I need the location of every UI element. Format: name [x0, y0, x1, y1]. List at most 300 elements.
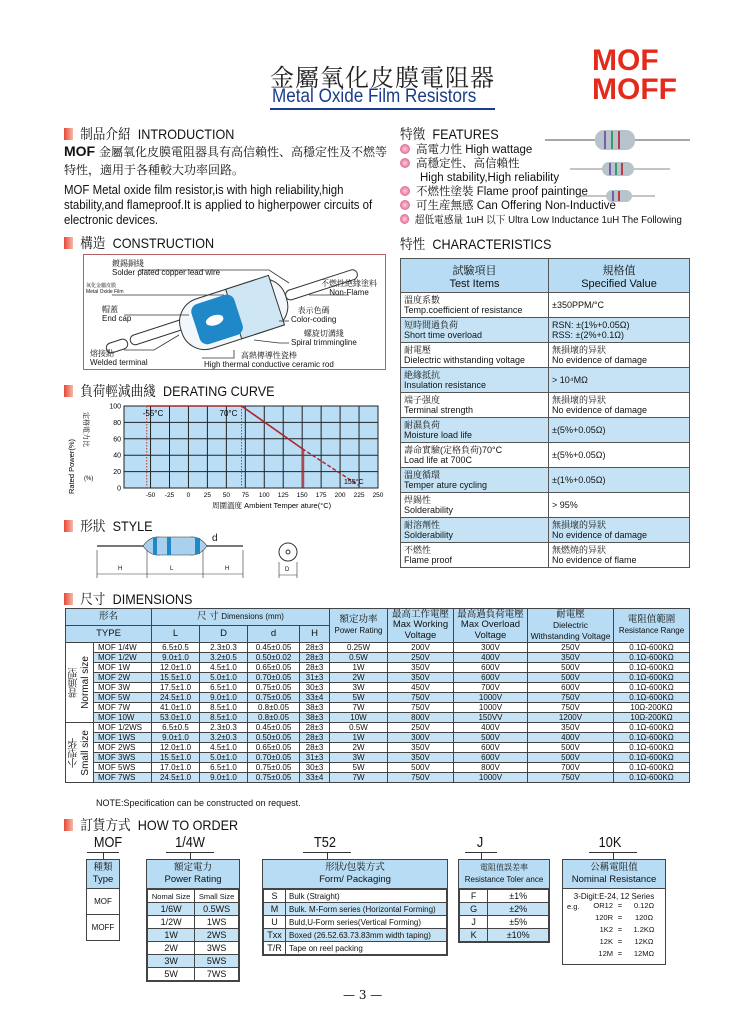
eg-label: e.g.	[567, 902, 580, 911]
col-small-size: Small Size	[195, 890, 239, 903]
y-tick-label: 80	[113, 419, 121, 427]
x-tick-label: 100	[258, 492, 270, 499]
feature-item	[400, 213, 717, 227]
table-cell: 500V	[454, 733, 528, 743]
table-cell: 300V	[388, 733, 454, 743]
order-code-power: 1/4W	[175, 834, 205, 851]
table-cell: 800V	[454, 763, 528, 773]
nominal-example	[563, 937, 665, 949]
group-label-en: Small size	[79, 729, 91, 776]
header-en: Max Overload Voltage	[460, 619, 521, 641]
packaging-code: M	[264, 903, 286, 916]
brand-logo	[592, 46, 677, 104]
value-line-1: ±(5%+0.05Ω)	[552, 449, 606, 460]
test-item-cn: 絶緣抵抗	[404, 369, 441, 380]
heading-en: CONSTRUCTION	[112, 235, 215, 251]
table-cell: 53.0±1.0	[152, 713, 200, 723]
table-cell: 28±3	[300, 733, 330, 743]
specified-value	[549, 418, 690, 443]
characteristic-row	[401, 493, 690, 518]
header-en: Nominal Resistance	[571, 874, 657, 885]
packaging-code: U	[264, 916, 286, 929]
table-cell: MOF 1W	[94, 663, 152, 673]
packaging-row	[264, 916, 447, 929]
table-cell: 0.1Ω-600KΩ	[614, 733, 690, 743]
order-heading	[64, 815, 238, 835]
nominal-cell: 1K2	[599, 925, 613, 934]
table-cell: 7W	[330, 773, 388, 783]
test-item-cn: 溫度系數	[404, 294, 441, 305]
dim-label-d-small: d	[212, 533, 218, 544]
value-line-1: 無燃燒的异狀	[552, 544, 607, 555]
nominal-cell: OR12	[593, 901, 613, 910]
characteristic-row	[401, 518, 690, 543]
table-cell: 500V	[528, 673, 614, 683]
nominal-cell: 120R	[595, 913, 613, 922]
test-item	[401, 343, 549, 368]
label-en: Solder plated copper lead wire	[112, 268, 221, 277]
tolerance-row	[460, 890, 549, 903]
order-power-box	[146, 859, 240, 982]
header-en: Dimensions (mm)	[221, 611, 284, 621]
heading-en: DERATING CURVE	[163, 383, 275, 399]
nominal-example	[563, 949, 665, 961]
value-line-2: No evidence of damage	[552, 355, 648, 365]
table-cell: 3W	[330, 683, 388, 693]
nominal-cell: =	[617, 949, 623, 958]
feature-cn: 高穩定性、高信賴性	[416, 158, 520, 170]
feature-cn: 可生産無感	[416, 200, 474, 212]
table-cell: 750V	[528, 703, 614, 713]
box-header	[459, 860, 549, 889]
tolerance-row	[460, 903, 549, 916]
characteristics-heading	[400, 234, 551, 254]
table-cell: 0.1Ω-600KΩ	[614, 663, 690, 673]
table-cell: MOF 2W	[94, 673, 152, 683]
table-cell: MOF 10W	[94, 713, 152, 723]
table-cell: 33±4	[300, 773, 330, 783]
size-group-label	[66, 723, 94, 783]
power-cell: 5WS	[195, 955, 239, 968]
table-cell: 6.5±0.5	[152, 723, 200, 733]
table-cell: 0.75±0.05	[248, 763, 300, 773]
label-en: Spiral trimmingline	[291, 338, 357, 347]
bullet-icon	[400, 200, 410, 210]
table-cell: 24.5±1.0	[152, 773, 200, 783]
intro-text-cn	[64, 142, 394, 179]
test-item-cn: 短時間過負荷	[404, 319, 459, 330]
table-cell: 33±4	[300, 693, 330, 703]
test-item-en: Flame proof	[404, 555, 453, 565]
table-cell: 5W	[330, 693, 388, 703]
feature-item	[400, 185, 745, 199]
table-cell: 600V	[454, 673, 528, 683]
table-cell: 0.1Ω-600KΩ	[614, 753, 690, 763]
power-cell: 1/2W	[148, 916, 195, 929]
table-row	[66, 693, 690, 703]
nominal-example	[563, 913, 665, 925]
table-cell: 0.8±0.05	[248, 703, 300, 713]
feature-en: Can Offering Non-Inductive	[476, 200, 616, 212]
table-cell: 0.1Ω-600KΩ	[614, 643, 690, 653]
table-cell: 350V	[388, 673, 454, 683]
header-en: Dielectric Withstanding Voltage	[530, 620, 611, 641]
test-item	[401, 493, 549, 518]
packaging-row	[264, 929, 447, 942]
table-cell: 350V	[388, 753, 454, 763]
order-code-packaging: T52	[314, 834, 336, 851]
feature-en: Flame proof paintinge	[476, 186, 588, 198]
features-list	[400, 143, 745, 227]
table-cell: 10W	[330, 713, 388, 723]
packaging-desc: Boxed (26.52.63.73.83mm width taping)	[286, 929, 447, 942]
intro-cn: 金屬氧化皮膜電阻器具有高信賴性、高穩定性及不燃等特性，適用于各種較大功率回路。	[64, 145, 387, 177]
table-cell: MOF 1/2W	[94, 653, 152, 663]
annotation-label: -55°C	[142, 409, 164, 418]
tolerance-cell: ±5%	[488, 916, 549, 929]
section-marker-icon	[64, 128, 73, 140]
table-cell: 0.8±0.05	[248, 713, 300, 723]
overload-voltage-header	[454, 609, 528, 643]
specified-value	[549, 493, 690, 518]
x-tick-label: 200	[334, 492, 346, 499]
header-cn: 耐電壓	[556, 608, 585, 620]
table-row	[66, 703, 690, 713]
power-cell: 2WS	[195, 929, 239, 942]
table-cell: MOF 5WS	[94, 763, 152, 773]
intro-heading	[64, 124, 234, 144]
box-header	[147, 860, 239, 889]
section-marker-icon	[64, 593, 73, 605]
table-cell: MOF 1/4W	[94, 643, 152, 653]
nominal-cell: 12K	[599, 937, 613, 946]
table-cell: 3.2±0.3	[200, 733, 248, 743]
feature-item	[400, 157, 745, 185]
test-item	[401, 418, 549, 443]
test-item-en: Solderability	[404, 505, 454, 515]
title-underline	[270, 108, 495, 110]
intro-prefix: MOF	[64, 143, 96, 159]
header-en: Resistance Toler ance	[464, 875, 544, 884]
order-code-type: MOF	[93, 834, 123, 851]
table-cell: 0.1Ω-600KΩ	[614, 653, 690, 663]
table-cell: 700V	[528, 763, 614, 773]
page-number: — 3 —	[343, 988, 383, 1002]
y-tick-label: 40	[113, 452, 121, 460]
characteristic-row	[401, 318, 690, 343]
size-group-label	[66, 643, 94, 723]
table-cell: 2W	[330, 743, 388, 753]
table-cell: MOF 1WS	[94, 733, 152, 743]
characteristic-row	[401, 393, 690, 418]
characteristic-row	[401, 293, 690, 318]
test-item-cn: 溫度循環	[404, 469, 441, 480]
table-cell: 0.70±0.05	[248, 673, 300, 683]
heading-en: INTRODUCTION	[137, 126, 235, 142]
power-cell: 2W	[148, 942, 195, 955]
header-en: Resistance Range	[618, 625, 685, 635]
nominal-cell: 120Ω	[634, 913, 654, 922]
table-cell: 7W	[330, 703, 388, 713]
value-line-1: 無損壞的异狀	[552, 344, 607, 355]
label-color-coding	[291, 306, 336, 324]
header-cn: 公稱電阻值	[590, 862, 638, 873]
table-cell: 600V	[528, 683, 614, 693]
table-cell: 0.75±0.05	[248, 683, 300, 693]
y-axis-label: Rated Power(%)	[67, 438, 76, 494]
table-cell: MOF 3W	[94, 683, 152, 693]
table-cell: 0.65±0.05	[248, 743, 300, 753]
table-cell: 250V	[528, 643, 614, 653]
table-cell: 1W	[330, 733, 388, 743]
test-item-cn: 不燃性	[404, 544, 432, 555]
test-item	[401, 318, 549, 343]
order-code-tolerance: J	[476, 834, 484, 851]
test-item-cn: 耐溶劑性	[404, 519, 441, 530]
x-tick-label: 175	[315, 492, 327, 499]
characteristics-table	[400, 258, 690, 568]
dim-label-l: L	[170, 566, 174, 572]
table-cell: 28±3	[300, 653, 330, 663]
dielectric-header	[528, 609, 614, 643]
y-axis-unit: (%)	[84, 476, 94, 482]
dimensions-heading	[64, 589, 192, 609]
table-cell: 0.25W	[330, 643, 388, 653]
bullet-icon	[400, 158, 410, 168]
packaging-code: Txx	[264, 929, 286, 942]
test-item-en: Temp.coefficient of resistance	[404, 305, 523, 315]
table-cell: 350V	[528, 723, 614, 733]
nominal-example	[563, 925, 665, 937]
table-cell: 4.5±1.0	[200, 663, 248, 673]
table-cell: 750V	[388, 703, 454, 713]
power-cell: 1W	[148, 929, 195, 942]
specified-value	[549, 343, 690, 368]
table-cell: 4.5±1.0	[200, 743, 248, 753]
table-row	[66, 663, 690, 673]
header-cn: 最高工作電壓	[391, 608, 449, 620]
packaging-code: S	[264, 890, 286, 903]
test-item-cn: 耐濕負荷	[404, 419, 441, 430]
power-row	[148, 942, 239, 955]
table-cell: 0.75±0.05	[248, 693, 300, 703]
x-tick-label: 125	[277, 492, 289, 499]
value-line-1: ±(5%+0.05Ω)	[552, 424, 606, 435]
packaging-row	[264, 942, 447, 955]
tolerance-row	[460, 916, 549, 929]
table-cell: 31±3	[300, 673, 330, 683]
label-en: End cap	[102, 314, 132, 323]
working-voltage-header	[388, 609, 454, 643]
power-cell: 3WS	[195, 942, 239, 955]
type-header-cn: 形名	[66, 609, 152, 626]
label-cn: 不燃性絶緣塗料	[321, 279, 377, 288]
order-tolerance-box	[458, 859, 550, 943]
bullet-icon	[400, 186, 410, 196]
table-cell: 8.5±1.0	[200, 713, 248, 723]
table-cell: 0.50±0.05	[248, 733, 300, 743]
label-cn: 氧化金屬皮膜	[86, 283, 117, 289]
test-item	[401, 393, 549, 418]
table-cell: 1W	[330, 663, 388, 673]
label-cn: 表示色碼	[297, 306, 330, 315]
characteristic-row	[401, 368, 690, 393]
test-item-en: Short time overload	[404, 330, 483, 340]
type-option: MOF	[87, 889, 119, 915]
header-cn: 種類	[93, 862, 113, 873]
table-cell: 15.5±1.0	[152, 673, 200, 683]
brand-moff: MOFF	[592, 73, 677, 106]
header-en: Power Rating	[164, 874, 222, 885]
table-cell: 0.75±0.05	[248, 773, 300, 783]
table-cell: 0.1Ω-600KΩ	[614, 693, 690, 703]
table-row	[66, 733, 690, 743]
table-cell: 1000V	[454, 693, 528, 703]
table-cell: 1000V	[454, 773, 528, 783]
specified-value	[549, 318, 690, 343]
heading-cn: 制品介紹	[80, 126, 131, 142]
test-item-en: Solderability	[404, 530, 454, 540]
intro-text-en: MOF Metal oxide film resistor,is with high reliability,high stability,and flameproof.It is applied to higherpower circuits of electronic devices.	[64, 182, 373, 227]
feature-cn: 不燃性塗裝	[416, 186, 474, 198]
x-axis-label: 周圍溫度 Ambient Temper ature(°C)	[212, 501, 332, 510]
section-marker-icon	[64, 237, 73, 249]
test-item	[401, 518, 549, 543]
value-line-1: ±350PPM/°C	[552, 299, 605, 310]
characteristic-row	[401, 443, 690, 468]
box-header	[87, 860, 119, 889]
feature-en: High stability,High reliability	[420, 172, 560, 184]
table-cell: 350V	[528, 653, 614, 663]
specified-value	[549, 293, 690, 318]
table-cell: 38±3	[300, 713, 330, 723]
table-cell: 3W	[330, 753, 388, 763]
table-row	[66, 643, 690, 653]
nominal-series: 3-Digit:E-24, 12 Series	[573, 892, 655, 901]
test-item-en: Load life at 700C	[404, 455, 473, 465]
test-item-en: Terminal strength	[404, 405, 474, 415]
table-cell: 0.65±0.05	[248, 663, 300, 673]
nominal-cell: =	[617, 937, 623, 946]
power-row	[148, 968, 239, 981]
col-h: H	[300, 626, 330, 643]
table-cell: 400V	[528, 733, 614, 743]
specified-value	[549, 368, 690, 393]
dim-label-d-large: D	[285, 567, 290, 573]
label-en: High thermal conductive ceramic rod	[204, 360, 334, 369]
construction-heading	[64, 233, 214, 253]
table-cell: 700V	[454, 683, 528, 693]
group-label	[69, 656, 91, 709]
table-cell: 28±3	[300, 743, 330, 753]
table-cell: 24.5±1.0	[152, 693, 200, 703]
value-line-1: 無損壞的异狀	[552, 394, 607, 405]
label-cn: 鍍錫銅綫	[112, 259, 144, 268]
header-cn: 額定功率	[339, 614, 378, 625]
table-row	[66, 723, 690, 733]
label-en: Metal Oxide Film	[86, 289, 124, 295]
packaging-row	[264, 903, 447, 916]
order-code-resistance: 10K	[598, 834, 622, 851]
table-row	[66, 683, 690, 693]
x-tick-label: 225	[353, 492, 365, 499]
label-lead-wire	[112, 259, 220, 277]
construction-diagram	[83, 254, 386, 370]
table-cell: 600V	[454, 753, 528, 763]
test-item-cn: 壽命實驗(定格負荷)70°C	[404, 444, 503, 455]
header-en: Form/ Packaging	[319, 874, 391, 885]
test-item	[401, 443, 549, 468]
table-cell: 500V	[388, 763, 454, 773]
label-cn: 螺旋切溝綫	[303, 329, 344, 338]
test-item-en: Moisture load life	[404, 430, 473, 440]
test-item	[401, 468, 549, 493]
group-label-cn: 普通型	[68, 667, 80, 698]
packaging-desc: Tape on reel packing	[286, 942, 447, 955]
nominal-cell: 12KΩ	[634, 937, 654, 946]
table-cell: 5.0±1.0	[200, 753, 248, 763]
table-cell: 750V	[388, 773, 454, 783]
table-row	[66, 753, 690, 763]
value-line-2: No evidence of damage	[552, 530, 648, 540]
header-en: Power Rating	[334, 625, 383, 635]
table-cell: 450V	[388, 683, 454, 693]
section-marker-icon	[64, 385, 73, 397]
table-cell: 2.3±0.3	[200, 723, 248, 733]
test-item-cn: 耐電壓	[404, 344, 432, 355]
header-cn: 額定電力	[173, 862, 212, 873]
label-welded-terminal	[90, 349, 148, 367]
table-cell: 6.5±0.5	[152, 643, 200, 653]
table-row	[66, 713, 690, 723]
nominal-cell: =	[617, 925, 623, 934]
table-cell: 17.0±1.0	[152, 763, 200, 773]
col-specified-value	[549, 259, 690, 293]
label-cn: 高熱傳導性瓷棒	[240, 351, 297, 360]
table-cell: 3.2±0.5	[200, 653, 248, 663]
test-item	[401, 293, 549, 318]
table-cell: 31±3	[300, 753, 330, 763]
heading-en: STYLE	[112, 518, 153, 534]
table-row	[66, 773, 690, 783]
table-cell: 28±3	[300, 643, 330, 653]
label-cn: 熔接點	[90, 349, 114, 358]
value-line-2: RSS: ±(2%+0.1Ω)	[552, 330, 624, 340]
characteristic-row	[401, 418, 690, 443]
specified-value	[549, 393, 690, 418]
table-cell: 0.45±0.05	[248, 723, 300, 733]
heading-en: FEATURES	[432, 126, 499, 142]
packaging-desc: Bulk (Straight)	[286, 890, 447, 903]
section-marker-icon	[64, 819, 73, 831]
table-cell: 250V	[388, 653, 454, 663]
table-cell: 28±3	[300, 723, 330, 733]
label-cn: 帽蓋	[102, 305, 118, 314]
x-tick-label: -25	[164, 492, 175, 499]
table-row	[66, 673, 690, 683]
table-cell: 750V	[528, 773, 614, 783]
col-l: L	[152, 626, 200, 643]
table-cell: 0.1Ω-600KΩ	[614, 743, 690, 753]
table-cell: 2.3±0.3	[200, 643, 248, 653]
characteristic-row	[401, 468, 690, 493]
table-cell: MOF 7W	[94, 703, 152, 713]
table-cell: 150VV	[454, 713, 528, 723]
header-cn: 電阻值誤差率	[480, 863, 528, 872]
table-row	[66, 763, 690, 773]
heading-cn: 構造	[80, 235, 106, 251]
characteristic-row	[401, 543, 690, 568]
